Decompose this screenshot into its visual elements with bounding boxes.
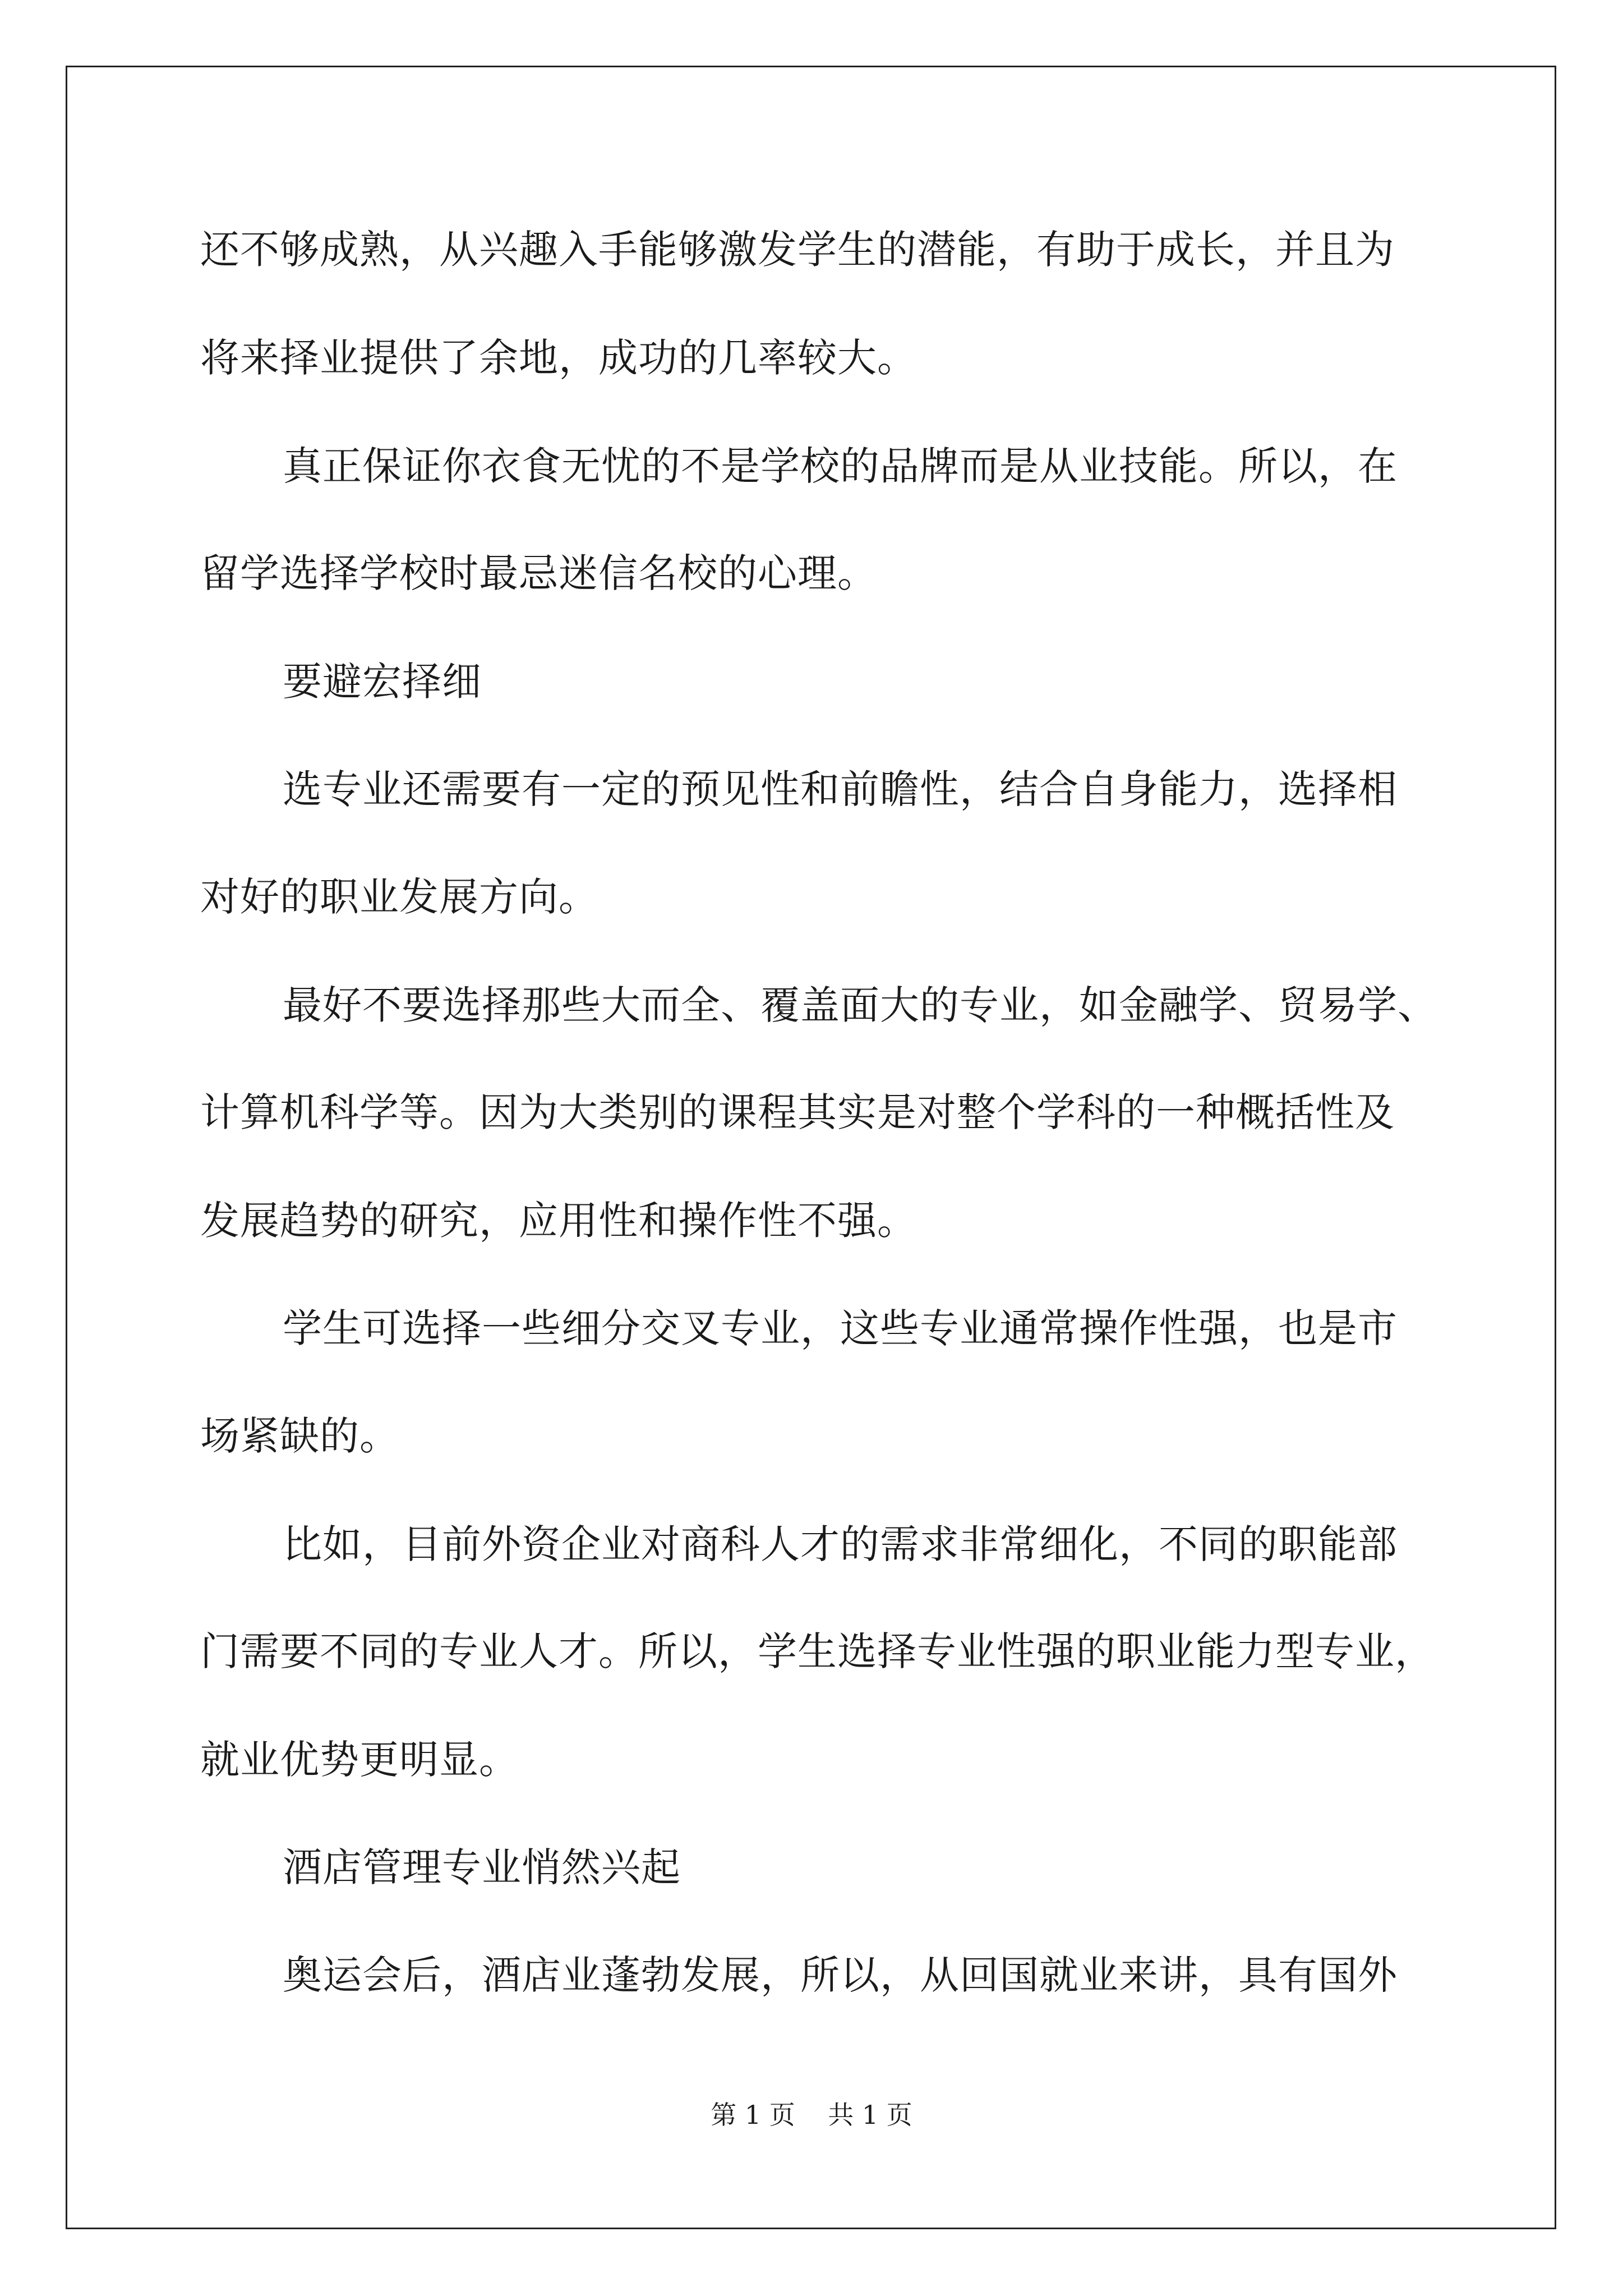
paragraph-start-line: 比如，目前外资企业对商科人才的需求非常细化，不同的职能部 xyxy=(283,1521,1398,1567)
text-line: 对好的职业发展方向。 xyxy=(200,874,598,920)
paragraph-start-line: 学生可选择一些细分交叉专业，这些专业通常操作性强，也是市 xyxy=(283,1305,1398,1351)
section-heading: 酒店管理专业悄然兴起 xyxy=(283,1844,681,1890)
text-line: 门需要不同的专业人才。所以，学生选择专业性强的职业能力型专业， xyxy=(200,1628,1435,1674)
section-heading: 要避宏择细 xyxy=(283,659,482,705)
page-border xyxy=(66,66,1556,2229)
page-number-footer: 第 1 页 共 1 页 xyxy=(711,2100,912,2130)
text-line: 就业优势更明显。 xyxy=(200,1737,519,1783)
text-line: 计算机科学等。因为大类别的课程其实是对整个学科的一种概括性及 xyxy=(200,1089,1395,1135)
text-line: 场紧缺的。 xyxy=(200,1413,399,1459)
text-line: 将来择业提供了余地，成功的几率较大。 xyxy=(200,335,917,381)
text-line: 发展趋势的研究，应用性和操作性不强。 xyxy=(200,1198,917,1244)
paragraph-start-line: 选专业还需要有一定的预见性和前瞻性，结合自身能力，选择相 xyxy=(283,766,1398,812)
text-line: 留学选择学校时最忌迷信名校的心理。 xyxy=(200,550,877,596)
paragraph-start-line: 最好不要选择那些大而全、覆盖面大的专业，如金融学、贸易学、 xyxy=(283,982,1437,1028)
paragraph-start-line: 奥运会后，酒店业蓬勃发展，所以，从回国就业来讲，具有国外 xyxy=(283,1952,1398,1998)
text-line: 还不够成熟，从兴趣入手能够激发学生的潜能，有助于成长，并且为 xyxy=(200,227,1395,273)
paragraph-start-line: 真正保证你衣食无忧的不是学校的品牌而是从业技能。所以，在 xyxy=(283,443,1398,489)
